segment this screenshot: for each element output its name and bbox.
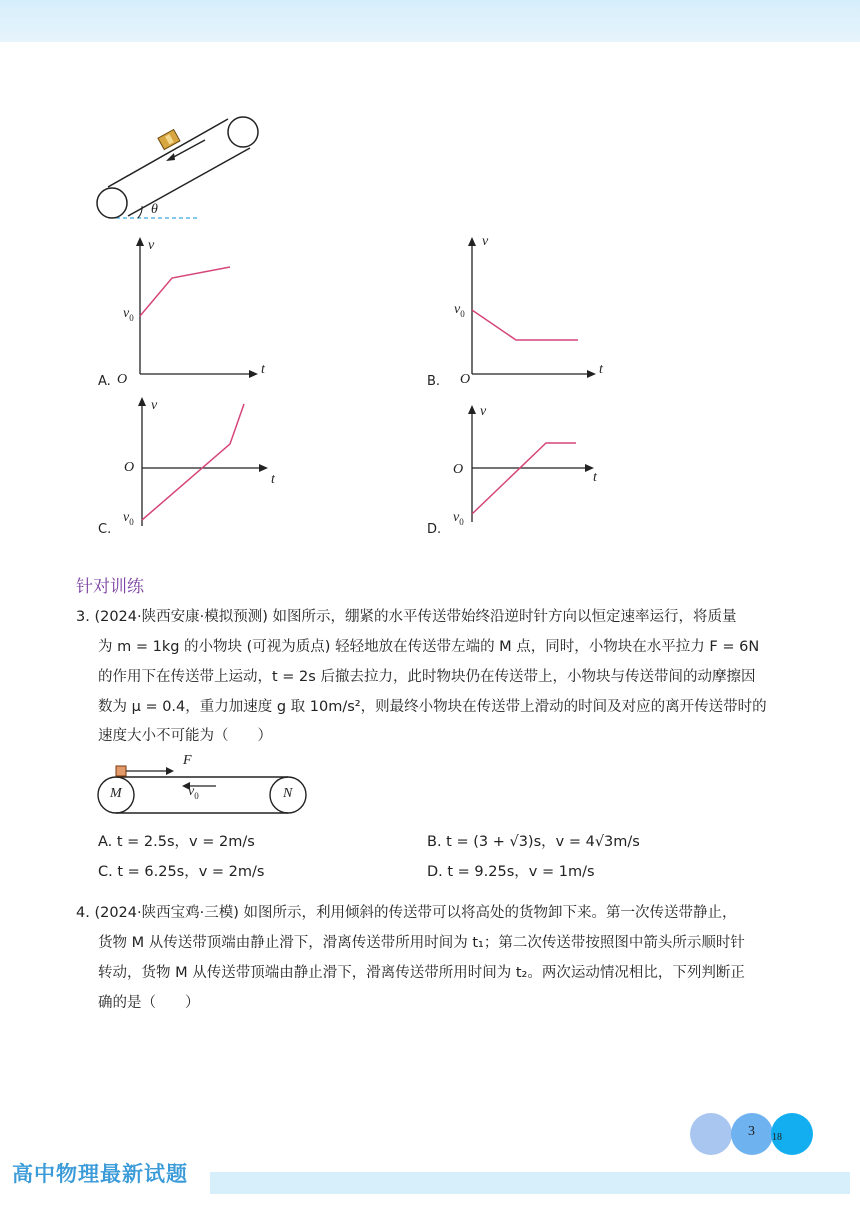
graph-a-origin-label: O <box>117 372 128 387</box>
q3-line-2: 为 m = 1kg 的小物块 (可视为质点) 轻轻地放在传送带左端的 M 点，同时，小物块在水平拉力 F = 6N <box>98 639 760 655</box>
graph-b-origin-label: O <box>460 372 471 387</box>
q4-line-2: 货物 M 从传送带顶端由静止滑下，滑离传送带所用时间为 t₁；第二次传送带按照图中箭头所示顺时针 <box>98 935 745 951</box>
q3-line-1: 3. (2024·陕西安康·模拟预测) 如图所示，绷紧的水平传送带始终沿逆时针方向以恒定速率运行，将质量 <box>76 609 737 625</box>
pulley-n-label: N <box>283 786 293 801</box>
pulley-m-label: M <box>110 786 122 801</box>
page-number: 3 <box>748 1124 755 1139</box>
graph-c-origin-label: O <box>124 460 135 475</box>
graph-a <box>132 236 272 382</box>
q4-line-3: 转动，货物 M 从传送带顶端由静止滑下，滑离传送带所用时间为 t₂。两次运动情况相比，下列判断正 <box>98 965 745 981</box>
q3-option-a: A. t = 2.5s，v = 2m/s <box>98 834 255 850</box>
force-label: F <box>183 753 192 768</box>
graph-d <box>464 404 604 532</box>
graph-b-v0-label: $v_0$ <box>454 302 465 319</box>
graph-b-t-label: t <box>599 362 603 377</box>
q3-line-3: 的作用下在传送带上运动，t = 2s 后撤去拉力，此时物块仍在传送带上，小物块与传送带间的动摩擦因 <box>98 669 756 685</box>
graph-d-v-label: v <box>480 404 487 419</box>
theta-label: θ <box>151 202 158 217</box>
graph-b-letter: B. <box>427 374 441 389</box>
page-circle-1 <box>690 1113 732 1155</box>
graph-d-t-label: t <box>593 470 597 485</box>
graph-a-t-label: t <box>261 362 265 377</box>
graph-c <box>134 396 274 532</box>
belt-speed-label: $v_0$ <box>188 784 199 801</box>
graph-c-v-label: v <box>151 398 158 413</box>
page-total: 18 <box>772 1132 782 1143</box>
graph-c-v0-label: $v_0$ <box>123 510 134 527</box>
graph-c-t-label: t <box>271 472 275 487</box>
graph-b-v-label: v <box>482 234 489 249</box>
graph-a-letter: A. <box>98 374 111 389</box>
header-band <box>0 0 860 42</box>
q3-line-4: 数为 μ = 0.4，重力加速度 g 取 10m/s²，则最终小物块在传送带上滑动的时间及对应的离开传送带时的 <box>98 699 767 715</box>
graph-a-v-label: v <box>148 238 155 253</box>
q4-line-4: 确的是（ ） <box>98 995 200 1011</box>
graph-d-letter: D. <box>427 522 442 537</box>
q3-option-c: C. t = 6.25s，v = 2m/s <box>98 864 265 880</box>
section-title: 针对训练 <box>76 577 144 597</box>
q3-option-d: D. t = 9.25s，v = 1m/s <box>427 864 595 880</box>
graph-b <box>464 236 604 382</box>
q3-option-b: B. t = (3 + √3)s，v = 4√3m/s <box>427 834 640 850</box>
q3-line-5: 速度大小不可能为（ ） <box>98 728 272 744</box>
footer-band <box>210 1172 850 1194</box>
graph-d-origin-label: O <box>453 462 464 477</box>
graph-d-v0-label: $v_0$ <box>453 510 464 527</box>
q4-line-1: 4. (2024·陕西宝鸡·三模) 如图所示，利用倾斜的传送带可以将高处的货物卸下来。第一次传送带静止， <box>76 905 737 921</box>
graph-c-letter: C. <box>98 522 112 537</box>
horizontal-conveyor-figure <box>92 760 314 816</box>
graph-a-v0-label: $v_0$ <box>123 306 134 323</box>
footer-logo: 高中物理最新试题 <box>12 1162 188 1186</box>
incline-conveyor-figure <box>90 110 270 230</box>
